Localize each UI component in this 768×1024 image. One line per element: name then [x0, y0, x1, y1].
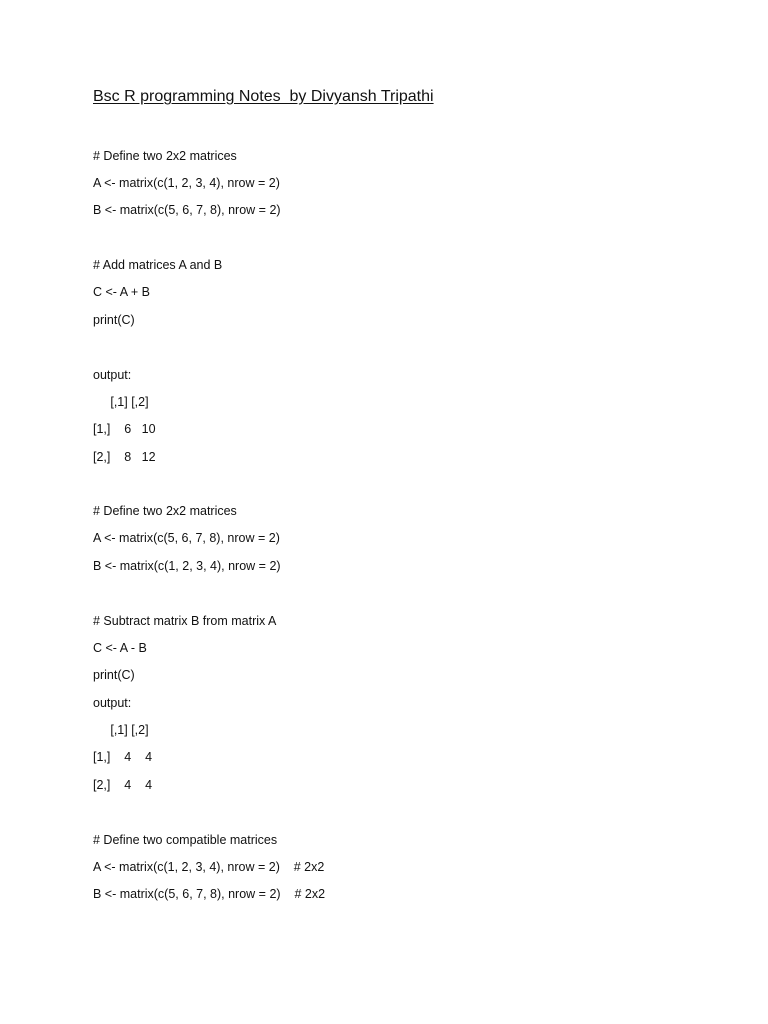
output-row: [1,] 4 4 — [93, 750, 153, 764]
code-line: A <- matrix(c(5, 6, 7, 8), nrow = 2) — [93, 531, 280, 545]
code-line: A <- matrix(c(1, 2, 3, 4), nrow = 2) # 2x2 — [93, 860, 325, 874]
output-header: [,1] [,2] — [93, 723, 149, 737]
code-line: B <- matrix(c(1, 2, 3, 4), nrow = 2) — [93, 559, 281, 573]
output-header: [,1] [,2] — [93, 395, 149, 409]
code-line: print(C) — [93, 668, 135, 682]
code-comment: # Subtract matrix B from matrix A — [93, 614, 277, 628]
code-line: B <- matrix(c(5, 6, 7, 8), nrow = 2) — [93, 203, 281, 217]
code-line: C <- A + B — [93, 285, 150, 299]
output-label: output: — [93, 368, 132, 382]
code-comment: # Define two 2x2 matrices — [93, 149, 237, 163]
output-label: output: — [93, 696, 132, 710]
code-comment: # Define two 2x2 matrices — [93, 504, 237, 518]
output-row: [2,] 8 12 — [93, 450, 156, 464]
document-title: Bsc R programming Notes by Divyansh Tripathi — [93, 88, 434, 105]
code-line: print(C) — [93, 313, 135, 327]
code-line: C <- A - B — [93, 641, 147, 655]
code-comment: # Define two compatible matrices — [93, 833, 278, 847]
code-comment: # Add matrices A and B — [93, 258, 223, 272]
output-row: [1,] 6 10 — [93, 422, 156, 436]
code-line: B <- matrix(c(5, 6, 7, 8), nrow = 2) # 2x2 — [93, 887, 326, 901]
code-line: A <- matrix(c(1, 2, 3, 4), nrow = 2) — [93, 176, 280, 190]
output-row: [2,] 4 4 — [93, 778, 153, 792]
